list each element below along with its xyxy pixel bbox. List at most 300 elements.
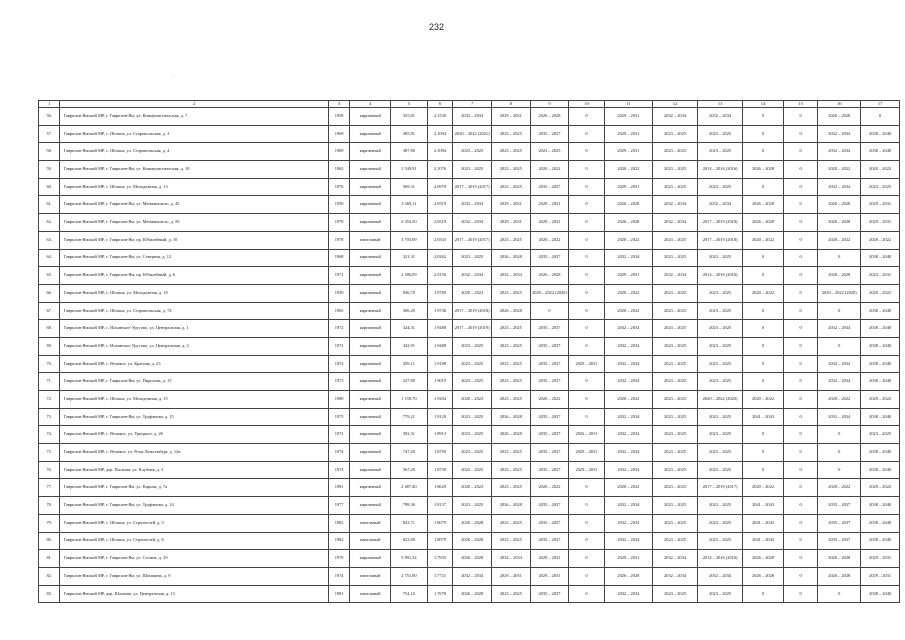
cell-priority-index: 1.8079 xyxy=(427,514,453,532)
cell-priority-index: 1.9769 xyxy=(427,284,453,302)
cell-row-number: 79. xyxy=(39,514,60,532)
cell-term-gas: 0 xyxy=(743,320,784,338)
cell-term-roof: 2023 – 2025 xyxy=(453,161,492,179)
cell-wall-material: кирпичный xyxy=(350,355,391,373)
cell-term-heating: 2020 – 2022 xyxy=(604,231,652,249)
cell-term-heating: 2032 – 2034 xyxy=(604,426,652,444)
cell-term-electric: 2023 – 2025 xyxy=(698,497,743,515)
cell-term-water: 2023 – 2025 xyxy=(653,231,698,249)
cell-area: 2 751,00 xyxy=(391,567,428,585)
cell-area: 2 354,50 xyxy=(391,214,428,232)
cell-wall-material: панельный xyxy=(350,532,391,550)
cell-term-foundation: 2035 – 2037 xyxy=(530,320,569,338)
cell-term-foundation: 2029 – 2031 xyxy=(530,567,569,585)
table-row xyxy=(39,408,900,426)
column-number-header: 15 xyxy=(783,101,817,108)
cell-term-sewage: 0 xyxy=(818,249,861,267)
cell-term-roof: 2023 – 2025 xyxy=(453,408,492,426)
cell-term-basement: 2038 – 2040 xyxy=(861,444,900,462)
cell-row-number: 67. xyxy=(39,302,60,320)
cell-row-number: 60. xyxy=(39,178,60,196)
cell-term-water: 2023 – 2025 xyxy=(653,125,698,143)
cell-area: 392,31 xyxy=(391,426,428,444)
cell-term-ventilation: 0 xyxy=(783,567,817,585)
cell-term-electric: 2023 – 2025 xyxy=(698,426,743,444)
cell-term-gas: 0 xyxy=(743,373,784,391)
cell-term-roof: 2032 – 2034 xyxy=(453,267,492,285)
cell-term-gas: 0 xyxy=(743,461,784,479)
cell-address: Гаврилов-Ямский МР, с. Ильинское-Урусово, ул. Центральная, д. 2 xyxy=(60,337,328,355)
cell-term-facade: 2023 – 2025 xyxy=(492,355,531,373)
cell-term-roof: 2023 – 2025 xyxy=(453,355,492,373)
cell-term-foundation: 2035 – 2037 xyxy=(530,585,569,603)
cell-term-gas: 2026 – 2028 xyxy=(743,550,784,568)
cell-wall-material: кирпичный xyxy=(350,391,391,409)
cell-term-heating: 2032 – 2034 xyxy=(604,514,652,532)
cell-term-sewage: 2026 – 2028 xyxy=(818,214,861,232)
cell-term-electric: 2023 – 2025 xyxy=(698,337,743,355)
cell-address: Гаврилов-Ямский МР, с. Шопша, ул. Старовольская, д. 74 xyxy=(60,302,328,320)
cell-term-facade: 2023 – 2025 xyxy=(492,231,531,249)
cell-term-facade: 2026 – 2028 xyxy=(492,249,531,267)
cell-build-year: 1972 xyxy=(328,337,349,355)
cell-area: 846,70 xyxy=(391,284,428,302)
cell-build-year: 1970 xyxy=(328,214,349,232)
cell-term-electric: 2023 – 2025 xyxy=(698,284,743,302)
cell-term-gas: 0 xyxy=(743,178,784,196)
cell-area: 798,36 xyxy=(391,497,428,515)
cell-term-basement: 2023 – 2031 xyxy=(861,267,900,285)
cell-row-number: 61. xyxy=(39,196,60,214)
cell-term-water: 2032 – 2034 xyxy=(653,550,698,568)
cell-wall-material: кирпичный xyxy=(350,196,391,214)
cell-term-basement: 2038 – 2040 xyxy=(861,373,900,391)
cell-row-number: 69. xyxy=(39,337,60,355)
cell-term-elevator: 0 xyxy=(569,231,604,249)
cell-term-sewage: 2020 – 2022 xyxy=(818,391,861,409)
cell-term-elevator: 2029 – 2031 xyxy=(569,355,604,373)
cell-term-sewage: 2035 – 2037 xyxy=(818,532,861,550)
cell-term-roof: 2032 – 2034 xyxy=(453,196,492,214)
cell-term-roof: 2026 – 2028 xyxy=(453,532,492,550)
cell-term-gas: 2026 – 2028 xyxy=(743,567,784,585)
cell-term-basement: 2038 – 2040 xyxy=(861,355,900,373)
cell-term-electric: 2017 – 2019 (2018) xyxy=(698,214,743,232)
cell-address: Гаврилов-Ямский МР, г. Гаврилов-Ям, ул. Северная, д. 12 xyxy=(60,249,328,267)
cell-priority-index: 1.7678 xyxy=(427,585,453,603)
cell-term-sewage: 2035 – 2037 xyxy=(818,497,861,515)
cell-wall-material: кирпичный xyxy=(350,550,391,568)
cell-build-year: 1969 xyxy=(328,125,349,143)
cell-term-ventilation: 0 xyxy=(783,444,817,462)
cell-area: 342,91 xyxy=(391,337,428,355)
cell-term-ventilation: 0 xyxy=(783,196,817,214)
cell-term-roof: 2032 – 2034 xyxy=(453,214,492,232)
cell-address: Гаврилов-Ямский МР, с. Шопша, ул. Строителей, д. 6 xyxy=(60,532,328,550)
cell-wall-material: кирпичный xyxy=(350,426,391,444)
cell-term-gas: 2041 – 2043 xyxy=(743,514,784,532)
cell-term-ventilation: 0 xyxy=(783,337,817,355)
cell-address: Гаврилов-Ямский МР, с. Великое, ул. Розы Люксембург, д. 12в xyxy=(60,444,328,462)
cell-row-number: 57. xyxy=(39,125,60,143)
cell-term-sewage: 2026 – 2028 xyxy=(818,108,861,126)
cell-priority-index: 2.1530 xyxy=(427,108,453,126)
cell-priority-index: 2.1094 xyxy=(427,143,453,161)
cell-term-foundation: 2035 – 2037 xyxy=(530,249,569,267)
column-number-header: 4 xyxy=(350,101,391,108)
page-number: 232 xyxy=(429,22,445,32)
cell-term-ventilation: 0 xyxy=(783,585,817,603)
cell-term-ventilation: 0 xyxy=(783,461,817,479)
cell-row-number: 78. xyxy=(39,497,60,515)
cell-term-facade: 2026 – 2028 xyxy=(492,497,531,515)
cell-build-year: 1972 xyxy=(328,426,349,444)
cell-term-water: 2023 – 2025 xyxy=(653,408,698,426)
cell-build-year: 1976 xyxy=(328,178,349,196)
cell-term-foundation: 2029 – 2031 xyxy=(530,196,569,214)
cell-area: 2 286,09 xyxy=(391,267,428,285)
cell-term-heating: 2032 – 2034 xyxy=(604,355,652,373)
cell-term-sewage: 2026 – 2028 xyxy=(818,267,861,285)
cell-wall-material: кирпичный xyxy=(350,373,391,391)
cell-term-facade: 2023 – 2025 xyxy=(492,532,531,550)
cell-wall-material: кирпичный xyxy=(350,214,391,232)
cell-area: 779,21 xyxy=(391,408,428,426)
cell-term-foundation: 2020 – 2022 (2020) xyxy=(530,284,569,302)
cell-address: Гаврилов-Ямский МР, дер. Шалаева, ул. Центральная, д. 13 xyxy=(60,585,328,603)
cell-term-facade: 2029 – 2031 xyxy=(492,108,531,126)
cell-term-basement: 2038 – 2040 xyxy=(861,302,900,320)
cell-priority-index: 1.9488 xyxy=(427,320,453,338)
cell-term-heating: 2026 – 2028 xyxy=(604,567,652,585)
cell-term-heating: 2029 – 2031 xyxy=(604,108,652,126)
cell-term-elevator: 2026 – 2031 xyxy=(569,426,604,444)
cell-term-facade: 2029 – 2031 xyxy=(492,214,531,232)
column-number-header: 11 xyxy=(604,101,652,108)
table-row xyxy=(39,161,900,179)
cell-row-number: 66. xyxy=(39,284,60,302)
cell-address: Гаврилов-Ямский МР, г. Гаврилов-Ям, ул. Шишкина, д. 9 xyxy=(60,567,328,585)
cell-build-year: 1979 xyxy=(328,550,349,568)
cell-address: Гаврилов-Ямский МР, г. Гаврилов-Ям, пр. Юбилейный, д. 10 xyxy=(60,231,328,249)
cell-term-sewage: 2026 – 2028 xyxy=(818,550,861,568)
cell-term-ventilation: 0 xyxy=(783,373,817,391)
cell-build-year: 1968 xyxy=(328,249,349,267)
cell-term-basement: 2023 – 2025 xyxy=(861,426,900,444)
column-number-header: 8 xyxy=(492,101,531,108)
cell-term-roof: 2017 – 2019 (2017) xyxy=(453,178,492,196)
cell-term-electric: 2014 – 2016 (2016) xyxy=(698,161,743,179)
cell-term-ventilation: 0 xyxy=(783,302,817,320)
cell-term-gas: 0 xyxy=(743,337,784,355)
cell-term-ventilation: 0 xyxy=(783,532,817,550)
table-row xyxy=(39,108,900,126)
cell-term-elevator: 0 xyxy=(569,214,604,232)
cell-term-gas: 2026 – 2028 xyxy=(743,214,784,232)
cell-term-elevator: 0 xyxy=(569,267,604,285)
cell-term-roof: 2023 – 2025 xyxy=(453,426,492,444)
cell-term-foundation: 2029 – 2031 xyxy=(530,550,569,568)
cell-term-basement: 2038 – 2040 xyxy=(861,514,900,532)
cell-address: Гаврилов-Ямский МР, с. Шопша, ул. Молодежная, д. 15 xyxy=(60,391,328,409)
table-row xyxy=(39,567,900,585)
cell-build-year: 1977 xyxy=(328,497,349,515)
cell-build-year: 1969 xyxy=(328,143,349,161)
cell-priority-index: 2.0519 xyxy=(427,214,453,232)
cell-build-year: 1973 xyxy=(328,373,349,391)
cell-wall-material: кирпичный xyxy=(350,320,391,338)
cell-term-elevator: 0 xyxy=(569,532,604,550)
cell-term-roof: 2026 – 2028 xyxy=(453,550,492,568)
cell-term-basement: 2038 – 2040 xyxy=(861,337,900,355)
cell-term-foundation: 2035 – 2037 xyxy=(530,337,569,355)
column-number-header: 17 xyxy=(861,101,900,108)
cell-row-number: 83. xyxy=(39,585,60,603)
cell-term-basement: 2029 – 2031 xyxy=(861,567,900,585)
cell-term-ventilation: 0 xyxy=(783,355,817,373)
cell-build-year: 1981 xyxy=(328,479,349,497)
cell-wall-material: кирпичный xyxy=(350,178,391,196)
cell-term-foundation: 2035 – 2037 xyxy=(530,178,569,196)
cell-term-foundation: 2029 – 2031 xyxy=(530,214,569,232)
cell-term-basement: 2038 – 2040 xyxy=(861,585,900,603)
cell-build-year: 1974 xyxy=(328,461,349,479)
cell-term-water: 2023 – 2025 xyxy=(653,302,698,320)
cell-term-ventilation: 0 xyxy=(783,320,817,338)
cell-term-basement: 2023 – 2025 xyxy=(861,178,900,196)
cell-term-water: 2023 – 2025 xyxy=(653,337,698,355)
cell-area: 324,31 xyxy=(391,320,428,338)
column-number-header: 13 xyxy=(698,101,743,108)
cell-term-gas: 0 xyxy=(743,426,784,444)
cell-build-year: 1950 xyxy=(328,196,349,214)
cell-row-number: 80. xyxy=(39,532,60,550)
cell-build-year: 1982 xyxy=(328,532,349,550)
cell-term-gas: 0 xyxy=(743,143,784,161)
cell-term-water: 2032 – 2034 xyxy=(653,214,698,232)
cell-term-heating: 2020 – 2022 xyxy=(604,161,652,179)
cell-term-basement: 2020 – 2022 xyxy=(861,479,900,497)
table-row xyxy=(39,444,900,462)
cell-priority-index: 2.1076 xyxy=(427,161,453,179)
cell-term-heating: 2029 – 2031 xyxy=(604,125,652,143)
cell-term-electric: 2023 – 2025 xyxy=(698,373,743,391)
cell-term-sewage: 0 xyxy=(818,426,861,444)
column-number-header: 5 xyxy=(391,101,428,108)
cell-address: Гаврилов-Ямский МР, с. Великое, ул. Красная, д. 23 xyxy=(60,355,328,373)
cell-area: 747,20 xyxy=(391,444,428,462)
cell-address: Гаврилов-Ямский МР, с. Шопша, ул. Молодежная, д. 10 xyxy=(60,284,328,302)
cell-term-foundation: 2035 – 2037 xyxy=(530,532,569,550)
table-row xyxy=(39,426,900,444)
cell-term-facade: 2026 – 2028 xyxy=(492,408,531,426)
cell-term-heating: 2020 – 2022 xyxy=(604,479,652,497)
cell-build-year: 1974 xyxy=(328,444,349,462)
cell-term-gas: 2041 – 2043 xyxy=(743,408,784,426)
cell-wall-material: кирпичный xyxy=(350,444,391,462)
cell-term-facade: 2029 – 2031 xyxy=(492,196,531,214)
cell-wall-material: кирпичный xyxy=(350,267,391,285)
cell-wall-material: кирпичный xyxy=(350,408,391,426)
cell-address: Гаврилов-Ямский МР, с. Шопша, ул. Молодежная, д. 13 xyxy=(60,178,328,196)
cell-priority-index: 2.0333 xyxy=(427,231,453,249)
cell-term-electric: 2023 – 2025 xyxy=(698,355,743,373)
cell-row-number: 58. xyxy=(39,143,60,161)
cell-priority-index: 1.8913 xyxy=(427,426,453,444)
table-row xyxy=(39,320,900,338)
cell-term-elevator: 0 xyxy=(569,497,604,515)
cell-term-basement: 0 xyxy=(861,108,900,126)
table-row xyxy=(39,302,900,320)
cell-priority-index: 1.8629 xyxy=(427,479,453,497)
cell-term-gas: 0 xyxy=(743,125,784,143)
cell-term-foundation: 2035 – 2037 xyxy=(530,514,569,532)
cell-term-electric: 2023 – 2025 xyxy=(698,249,743,267)
cell-term-foundation: 2026 – 2028 xyxy=(530,108,569,126)
cell-priority-index: 1.7731 xyxy=(427,567,453,585)
cell-term-facade: 2023 – 2025 xyxy=(492,373,531,391)
cell-term-ventilation: 0 xyxy=(783,267,817,285)
cell-term-ventilation: 0 xyxy=(783,125,817,143)
cell-address: Гаврилов-Ямский МР, с. Шопша, ул. Старовольская, д. 3 xyxy=(60,125,328,143)
housing-register-table xyxy=(38,100,900,603)
table-row xyxy=(39,337,900,355)
cell-term-electric: 2023 – 2025 xyxy=(698,585,743,603)
cell-term-sewage: 0 xyxy=(818,302,861,320)
table-row xyxy=(39,178,900,196)
cell-term-elevator: 0 xyxy=(569,196,604,214)
column-number-header: 3 xyxy=(328,101,349,108)
cell-priority-index: 2.0979 xyxy=(427,178,453,196)
table-row xyxy=(39,532,900,550)
cell-term-water: 2023 – 2025 xyxy=(653,461,698,479)
cell-term-basement: 2029 – 2031 xyxy=(861,550,900,568)
cell-area: 5 891,34 xyxy=(391,550,428,568)
cell-term-elevator: 0 xyxy=(569,108,604,126)
cell-area: 843,71 xyxy=(391,514,428,532)
cell-term-ventilation: 0 xyxy=(783,214,817,232)
cell-build-year: 1971 xyxy=(328,267,349,285)
cell-build-year: 1978 xyxy=(328,231,349,249)
cell-term-basement: 2038 – 2040 xyxy=(861,408,900,426)
cell-term-elevator: 0 xyxy=(569,337,604,355)
cell-term-water: 2023 – 2025 xyxy=(653,497,698,515)
cell-term-foundation: 2035 – 2037 xyxy=(530,461,569,479)
cell-term-basement: 2038 – 2040 xyxy=(861,532,900,550)
cell-wall-material: кирпичный xyxy=(350,108,391,126)
cell-wall-material: панельный xyxy=(350,567,391,585)
cell-term-basement: 2038 – 2040 xyxy=(861,461,900,479)
cell-wall-material: кирпичный xyxy=(350,337,391,355)
cell-term-basement: 2020 – 2022 xyxy=(861,391,900,409)
table-row xyxy=(39,143,900,161)
table-row xyxy=(39,125,900,143)
column-number-header: 16 xyxy=(818,101,861,108)
cell-term-elevator: 0 xyxy=(569,391,604,409)
cell-term-water: 2032 – 2034 xyxy=(653,108,698,126)
cell-term-ventilation: 0 xyxy=(783,391,817,409)
cell-address: Гаврилов-Ямский МР, г. Гаврилов-Ям, пр. Юбилейный, д. 6 xyxy=(60,267,328,285)
cell-term-ventilation: 0 xyxy=(783,550,817,568)
cell-term-foundation: 2026 – 2028 xyxy=(530,267,569,285)
cell-term-heating: 2020 – 2022 xyxy=(604,302,652,320)
cell-term-electric: 2023 – 2025 xyxy=(698,302,743,320)
cell-term-basement: 2029 – 2031 xyxy=(861,214,900,232)
cell-term-roof: 2017 – 2019 (2017) xyxy=(453,231,492,249)
cell-term-water: 2023 – 2025 xyxy=(653,284,698,302)
cell-term-heating: 2029 – 2031 xyxy=(604,143,652,161)
cell-term-basement: 2038 – 2040 xyxy=(861,497,900,515)
cell-term-roof: 2032 – 2034 xyxy=(453,108,492,126)
cell-wall-material: кирпичный xyxy=(350,497,391,515)
cell-address: Гаврилов-Ямский МР, г. Гаврилов-Ям, ул. Менжинского, д. 45 xyxy=(60,196,328,214)
column-number-header: 9 xyxy=(530,101,569,108)
cell-term-electric: 2032 – 2034 xyxy=(698,196,743,214)
cell-term-roof: 2023 – 2025 xyxy=(453,337,492,355)
cell-term-water: 2023 – 2025 xyxy=(653,373,698,391)
cell-term-facade: 2023 – 2025 xyxy=(492,161,531,179)
cell-term-sewage: 2020 – 2022 xyxy=(818,161,861,179)
table-row xyxy=(39,461,900,479)
table-row xyxy=(39,214,900,232)
cell-row-number: 77. xyxy=(39,479,60,497)
cell-term-foundation: 2020 – 2022 xyxy=(530,391,569,409)
cell-term-facade: 2026 – 2028 xyxy=(492,426,531,444)
cell-address: Гаврилов-Ямский МР, г. Гаврилов-Ям, ул. Сосина, д. 29 xyxy=(60,550,328,568)
cell-term-ventilation: 0 xyxy=(783,426,817,444)
cell-row-number: 72. xyxy=(39,391,60,409)
cell-term-facade: 2032 – 2034 xyxy=(492,267,531,285)
cell-term-heating: 2020 – 2022 xyxy=(604,391,652,409)
cell-term-roof: 2023 – 2025 xyxy=(453,143,492,161)
cell-area: 227,80 xyxy=(391,373,428,391)
cell-build-year: 1965 xyxy=(328,302,349,320)
cell-term-heating: 2032 – 2034 xyxy=(604,532,652,550)
cell-term-gas: 2020 – 2022 xyxy=(743,391,784,409)
cell-term-ventilation: 0 xyxy=(783,479,817,497)
cell-term-facade: 2023 – 2025 xyxy=(492,143,531,161)
cell-term-sewage: 0 xyxy=(818,461,861,479)
cell-term-facade: 2023 – 2025 xyxy=(492,178,531,196)
cell-term-facade: 2023 – 2025 xyxy=(492,444,531,462)
cell-term-facade: 2023 – 2025 xyxy=(492,284,531,302)
cell-term-gas: 2041 – 2043 xyxy=(743,532,784,550)
cell-term-foundation: 2023 – 2025 xyxy=(530,143,569,161)
cell-address: Гаврилов-Ямский МР, г. Гаврилов-Ям, ул. Кирова, д. 7а xyxy=(60,479,328,497)
cell-area: 754,10 xyxy=(391,585,428,603)
cell-wall-material: кирпичный xyxy=(350,302,391,320)
cell-build-year: 1982 xyxy=(328,514,349,532)
cell-term-roof: 2023 – 2025 xyxy=(453,249,492,267)
table-row xyxy=(39,497,900,515)
cell-area: 355,81 xyxy=(391,108,428,126)
cell-build-year: 1958 xyxy=(328,108,349,126)
cell-priority-index: 2.1094 xyxy=(427,125,453,143)
cell-term-roof: 2017 – 2019 (2019) xyxy=(453,320,492,338)
cell-term-water: 2023 – 2025 xyxy=(653,479,698,497)
cell-priority-index: 1.8079 xyxy=(427,532,453,550)
cell-priority-index: 1.9204 xyxy=(427,391,453,409)
cell-row-number: 63. xyxy=(39,231,60,249)
cell-term-roof: 2020 – 2022 xyxy=(453,391,492,409)
cell-term-foundation: 2035 – 2037 xyxy=(530,426,569,444)
cell-term-heating: 2032 – 2034 xyxy=(604,444,652,462)
cell-term-facade: 2029 – 2031 xyxy=(492,567,531,585)
cell-term-facade: 2023 – 2025 xyxy=(492,337,531,355)
cell-term-water: 2023 – 2025 xyxy=(653,355,698,373)
cell-term-gas: 0 xyxy=(743,302,784,320)
cell-term-foundation: 2020 – 2022 xyxy=(530,231,569,249)
